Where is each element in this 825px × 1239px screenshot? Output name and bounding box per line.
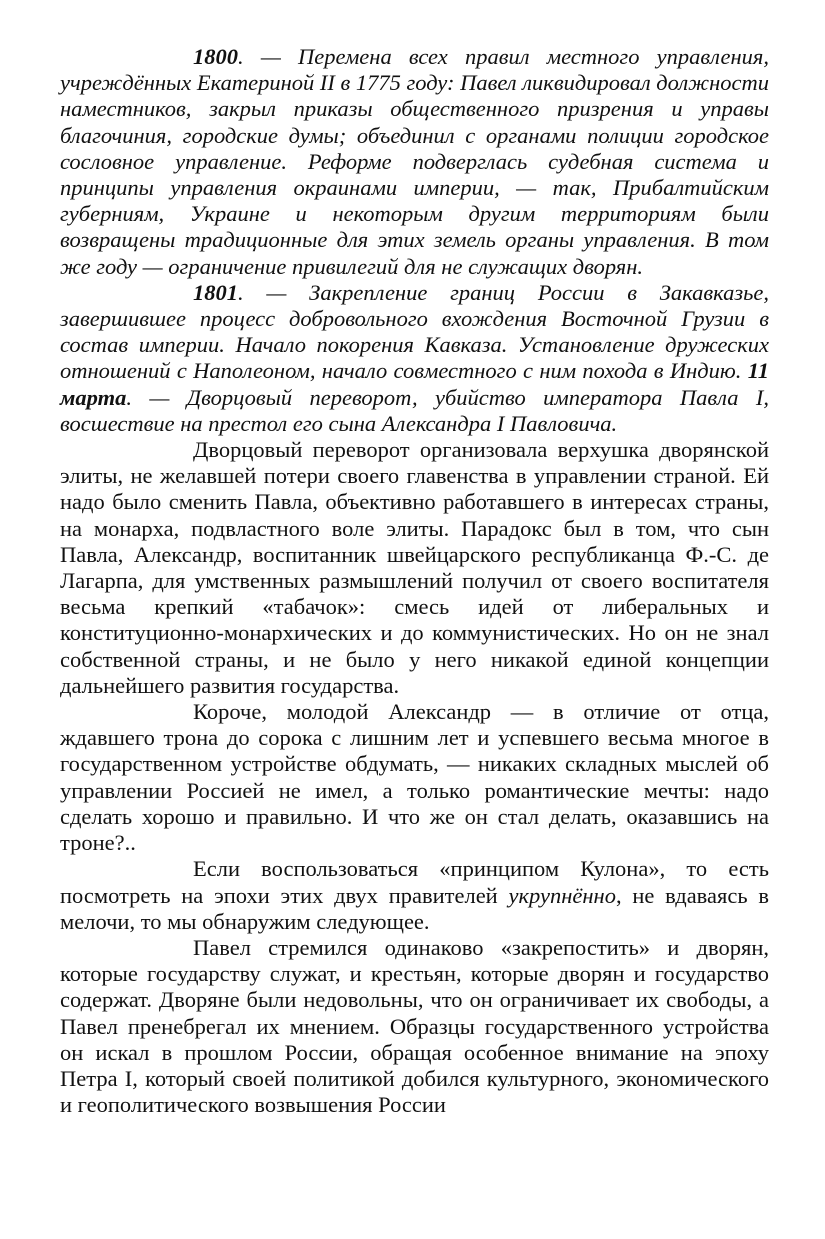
paragraph-text: , не вдаваясь в мелочи, то мы обнаружим следующее. — [60, 882, 770, 934]
paragraph-text: Если воспользоваться «принципом Кулона», то есть посмотреть на эпохи этих двух правителей — [60, 856, 769, 908]
body-paragraph: Павел стремился одинаково «закрепостить» и дворян, которые государству служат, и крестьян, которые дворян и государство содержат. Дворяне были недовольны, что он ограничивает их свободы, а Павел пренебрегал их мнением. Образцы государственного устройства он искал в прошлом России, обращая особенное внимание на эпоху Петра I, который своей политикой добился культурного, экономического и геополитического возвышения России — [60, 934, 769, 1118]
entry-text: . — Закрепление границ России в Закавказье, завершившее процесс добровольного вхождения Восточной Грузии в состав империи. Начало покорения Кавказа. Установление дружеских отношений с Наполеоном, начало совместного с ним похода в Индию. — [60, 279, 769, 384]
entry-text: . — Дворцовый переворот, убийство императора Павла I, восшествие на престол его сына Александра I Павловича. — [60, 384, 769, 436]
body-paragraph: Дворцовый переворот организовала верхушка дворянской элиты, не желавшей потери своего главенства в управлении страной. Ей надо было сменить Павла, объективно работавшего в интересах страны, на монарха, подвластного воле элиты. Парадокс был в том, что сын Павла, Александр, воспитанник швейцарского республиканца Ф.-С. де Лагарпа, для умственных размышлений получил от своего воспитателя весьма крепкий «табачок»: смесь идей от либеральных и конституционно-монархических и до коммунистических. Но он не знал собственной страны, и не было у него никакой единой концепции дальнейшего развития государства. — [60, 437, 769, 698]
body-paragraph: Короче, молодой Александр — в отличие от отца, ждавшего трона до сорока с лишним лет и успевшего весьма многое в государственном устройстве обдумать, — никаких складных мыслей об управлении Россией не имел, а только романтические мечты: надо сделать хорошо и правильно. И что же он стал делать, оказавшись на троне?.. — [60, 699, 769, 856]
body-paragraph — [60, 856, 769, 935]
entry-date: 11 марта — [60, 358, 770, 410]
emphasized-word: укрупнённо — [508, 882, 616, 908]
chronology-entry-1801 — [60, 280, 769, 437]
entry-year: 1800 — [193, 44, 238, 69]
chronology-entry-1800 — [60, 44, 769, 280]
entry-year: 1801 — [193, 279, 238, 305]
entry-text: . — Перемена всех правил местного управления, учреждённых Екатериной II в 1775 году: Павел ликвидировал должности наместников, закрыл приказы общественного призрения и управы благочиния, городские думы; объединил с органами полиции городское сословное управление. Реформе подверглась судебная система и принципы управления окраинами империи, — так, Прибалтийским губерниям, Украине и некоторым другим территориям были возвращены традиционные для этих земель органы управления. В том же году — ограничение привилегий для не служащих дворян. — [60, 44, 769, 279]
